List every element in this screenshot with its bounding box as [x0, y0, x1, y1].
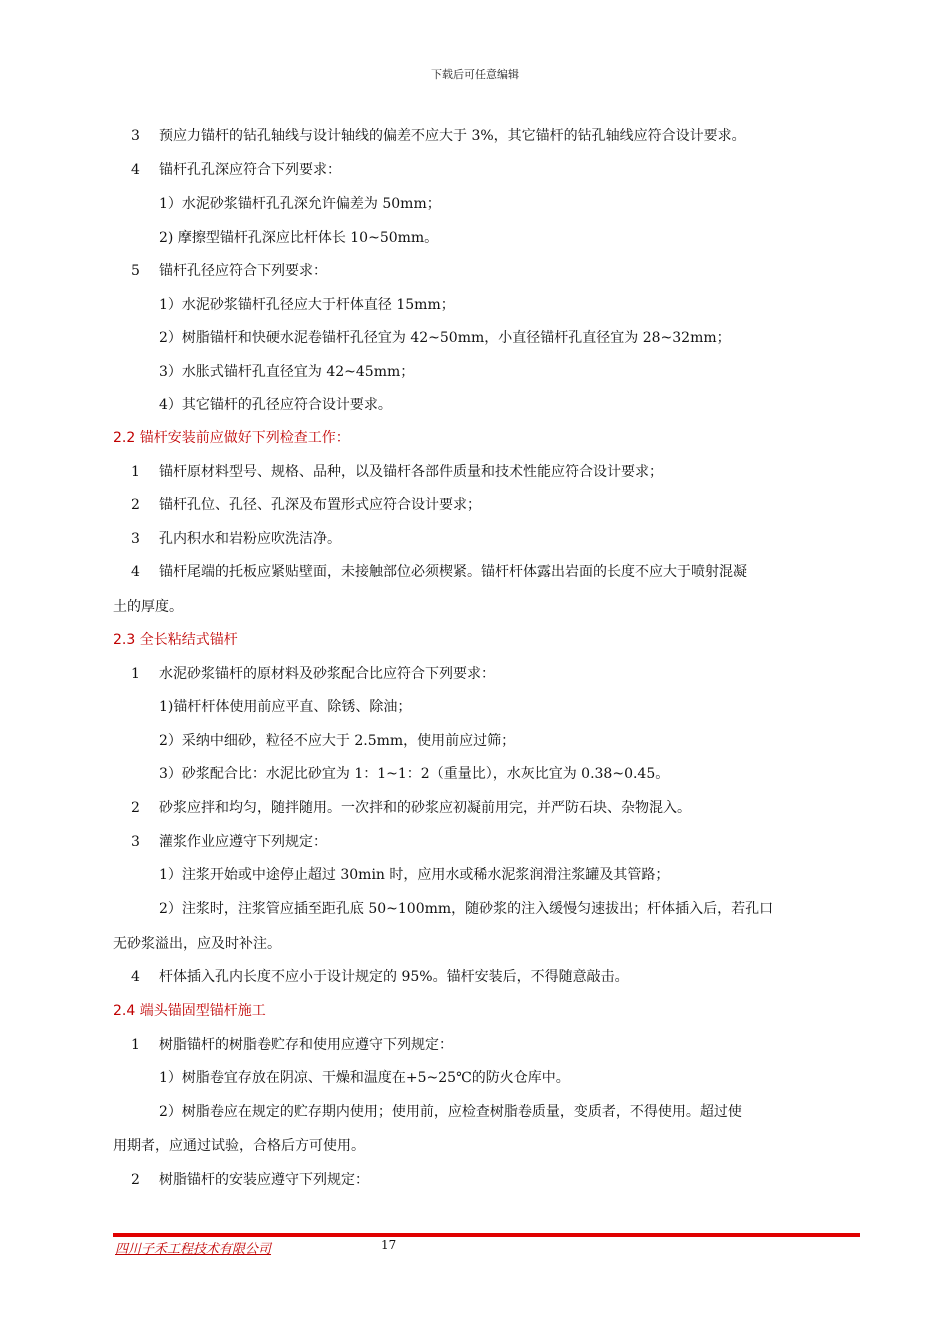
- item-text: 水泥砂浆锚杆的原材料及砂浆配合比应符合下列要求：: [159, 666, 495, 682]
- item-text: 锚杆孔位、孔径、孔深及布置形式应符合设计要求；: [159, 497, 481, 513]
- continuation-text: 无砂浆溢出，应及时补注。: [113, 936, 281, 952]
- item-text: 锚杆孔孔深应符合下列要求：: [159, 162, 341, 178]
- section-heading: 2.4 端头锚固型锚杆施工: [113, 1003, 266, 1019]
- item-number: 2: [131, 497, 140, 513]
- item-number: 3: [131, 834, 140, 850]
- item-text: 锚杆孔径应符合下列要求：: [159, 263, 327, 279]
- item-text: 孔内积水和岩粉应吹洗洁净。: [159, 531, 341, 547]
- list-item: [131, 562, 747, 582]
- page-number: 17: [381, 1238, 397, 1252]
- footer-rule: [113, 1233, 860, 1237]
- continuation-text: 用期者，应通过试验，合格后方可使用。: [113, 1138, 365, 1154]
- item-text: 砂浆应拌和均匀，随拌随用。一次拌和的砂浆应初凝前用完，并严防石块、杂物混入。: [159, 800, 691, 816]
- sub-item: 2）注浆时，注浆管应插至距孔底 50~100mm，随砂浆的注入缓慢匀速拔出；杆体插入后，若孔口: [159, 901, 774, 917]
- sub-item: 1）注浆开始或中途停止超过 30min 时，应用水或稀水泥浆润滑注浆罐及其管路；: [159, 867, 670, 883]
- sub-item: 1）水泥砂浆锚杆孔径应大于杆体直径 15mm；: [159, 297, 455, 313]
- list-item: [131, 126, 746, 146]
- continuation-text: 土的厚度。: [113, 599, 183, 615]
- list-item: [131, 462, 663, 482]
- list-item: [131, 798, 691, 818]
- list-item: [131, 495, 481, 515]
- item-number: 3: [131, 128, 140, 144]
- sub-item: 1）水泥砂浆锚杆孔孔深允许偏差为 50mm；: [159, 196, 441, 212]
- list-item: [131, 664, 495, 684]
- item-text: 灌浆作业应遵守下列规定：: [159, 834, 327, 850]
- item-text: 锚杆尾端的托板应紧贴壁面，未接触部位必须楔紧。锚杆杆体露出岩面的长度不应大于喷射混凝: [159, 564, 747, 580]
- sub-item: 1)锚杆杆体使用前应平直、除锈、除油；: [159, 699, 412, 715]
- list-item: [131, 1170, 369, 1190]
- item-text: 锚杆原材料型号、规格、品种，以及锚杆各部件质量和技术性能应符合设计要求；: [159, 464, 663, 480]
- list-item: [131, 1035, 453, 1055]
- sub-item: 2）采纳中细砂，粒径不应大于 2.5mm，使用前应过筛；: [159, 733, 516, 749]
- list-item: [131, 529, 341, 549]
- sub-item: 3）水胀式锚杆孔直径宜为 42~45mm；: [159, 364, 415, 380]
- item-number: 4: [131, 969, 140, 985]
- sub-item: 2）树脂卷应在规定的贮存期内使用；使用前，应检查树脂卷质量，变质者，不得使用。超过使: [159, 1104, 742, 1120]
- sub-item: 2）树脂锚杆和快硬水泥卷锚杆孔径宜为 42~50mm，小直径锚杆孔直径宜为 28~32mm；: [159, 330, 731, 346]
- item-number: 4: [131, 162, 140, 178]
- item-number: 1: [131, 464, 140, 480]
- sub-item: 4）其它锚杆的孔径应符合设计要求。: [159, 397, 392, 413]
- item-text: 杆体插入孔内长度不应小于设计规定的 95%。锚杆安装后，不得随意敲击。: [159, 969, 629, 985]
- sub-item: 1）树脂卷宜存放在阴凉、干燥和温度在+5~25℃的防火仓库中。: [159, 1070, 570, 1086]
- item-number: 2: [131, 800, 140, 816]
- footer-company: 四川子禾工程技术有限公司: [115, 1242, 272, 1257]
- item-number: 1: [131, 1037, 140, 1053]
- item-text: 树脂锚杆的树脂卷贮存和使用应遵守下列规定：: [159, 1037, 453, 1053]
- section-heading: 2.3 全长粘结式锚杆: [113, 632, 238, 648]
- item-number: 3: [131, 531, 140, 547]
- list-item: [131, 261, 327, 281]
- item-number: 4: [131, 564, 140, 580]
- item-text: 树脂锚杆的安装应遵守下列规定：: [159, 1172, 369, 1188]
- sub-item: 2) 摩擦型锚杆孔深应比杆体长 10~50mm。: [159, 230, 439, 246]
- list-item: [131, 967, 629, 987]
- list-item: [131, 160, 341, 180]
- item-number: 5: [131, 263, 140, 279]
- sub-item: 3）砂浆配合比：水泥比砂宜为 1：1~1：2（重量比），水灰比宜为 0.38~0.45。: [159, 766, 670, 782]
- page-header: 下载后可任意编辑: [431, 68, 519, 81]
- item-number: 2: [131, 1172, 140, 1188]
- item-text: 预应力锚杆的钻孔轴线与设计轴线的偏差不应大于 3%，其它锚杆的钻孔轴线应符合设计要求。: [159, 128, 746, 144]
- section-heading: 2.2 锚杆安装前应做好下列检查工作：: [113, 430, 350, 446]
- list-item: [131, 832, 327, 852]
- item-number: 1: [131, 666, 140, 682]
